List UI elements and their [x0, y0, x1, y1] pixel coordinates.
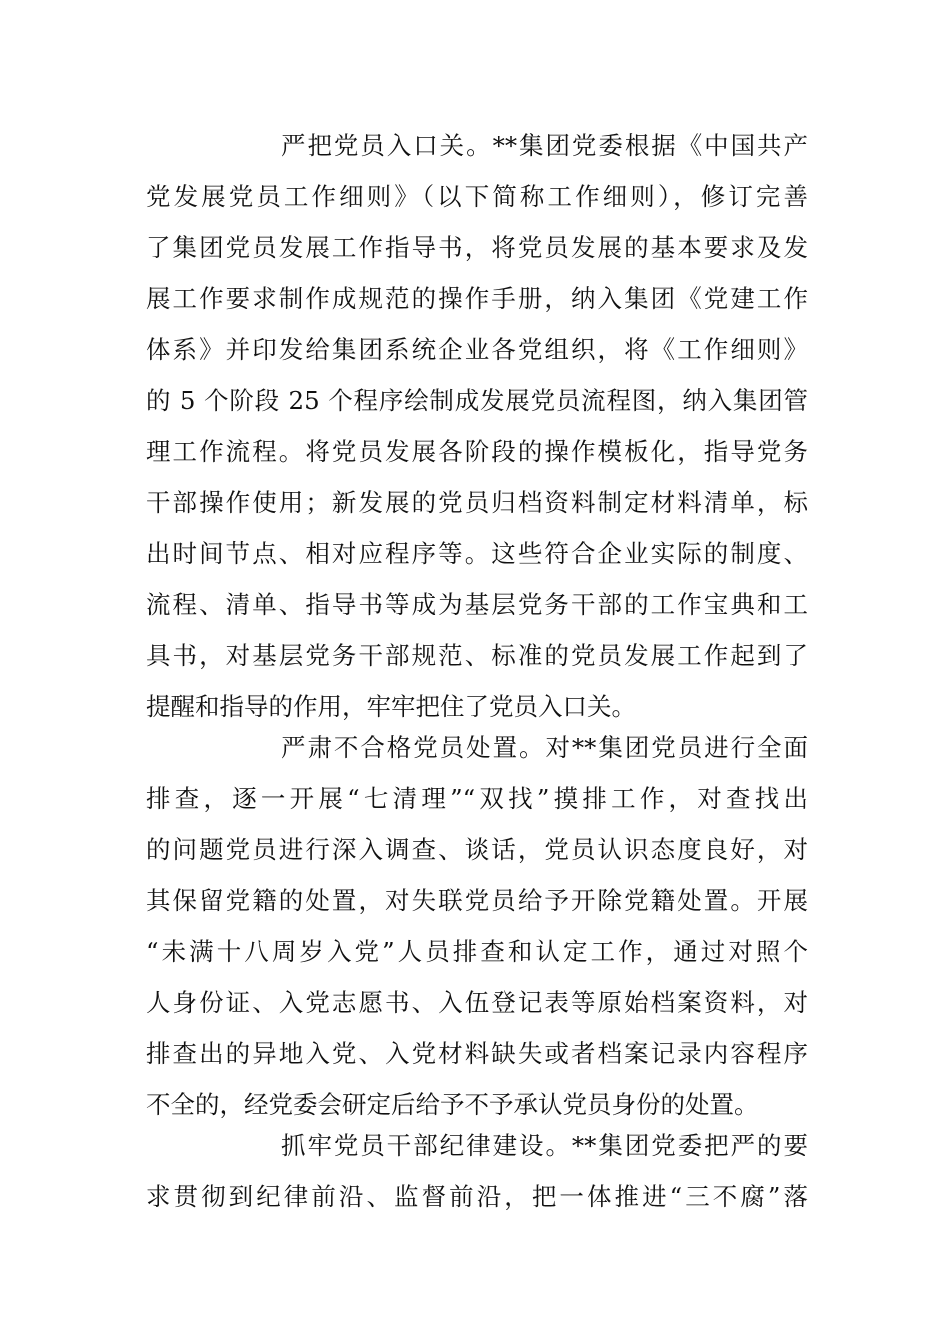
text-line: 抓牢党员干部纪律建设。**集团党委把严的要: [281, 1131, 808, 1160]
text-line: 流程、清单、指导书等成为基层党务干部的工作宝典和工: [146, 590, 808, 619]
paragraph-unqualified-members: [146, 722, 808, 1130]
text-line: 不全的，经党委会研定后给予不予承认党员身份的处置。: [146, 1090, 759, 1119]
paragraph-discipline: [146, 1120, 808, 1222]
paragraph-strict-entry: [146, 120, 808, 732]
text-line: 人身份证、入党志愿书、入伍登记表等原始档案资料，对: [146, 988, 808, 1017]
text-line: 求贯彻到纪律前沿、监督前沿，把一体推进“三不腐”落: [146, 1182, 808, 1211]
text-line: 出时间节点、相对应程序等。这些符合企业实际的制度、: [146, 539, 808, 568]
text-line: 干部操作使用；新发展的党员归档资料制定材料清单，标: [146, 488, 808, 517]
text-line: 的问题党员进行深入调查、谈话，党员认识态度良好，对: [146, 835, 808, 864]
text-line: 党发展党员工作细则》（以下简称工作细则），修订完善: [146, 182, 808, 211]
text-line: “未满十八周岁入党”人员排查和认定工作，通过对照个: [146, 937, 808, 966]
text-line: 提醒和指导的作用，牢牢把住了党员入口关。: [146, 692, 636, 721]
text-line: 其保留党籍的处置，对失联党员给予开除党籍处置。开展: [146, 886, 808, 915]
text-line: 排查出的异地入党、入党材料缺失或者档案记录内容程序: [146, 1039, 808, 1068]
text-line: 了集团党员发展工作指导书，将党员发展的基本要求及发: [146, 233, 808, 262]
text-line: 理工作流程。将党员发展各阶段的操作模板化，指导党务: [146, 437, 808, 466]
text-line: 具书，对基层党务干部规范、标准的党员发展工作起到了: [146, 641, 808, 670]
text-line: 的 5 个阶段 25 个程序绘制成发展党员流程图，纳入集团管: [146, 386, 808, 415]
text-line: 体系》并印发给集团系统企业各党组织，将《工作细则》: [146, 335, 808, 364]
text-line: 严把党员入口关。**集团党委根据《中国共产: [281, 131, 808, 160]
text-line: 展工作要求制作成规范的操作手册，纳入集团《党建工作: [146, 284, 808, 313]
text-line: 严肃不合格党员处置。对**集团党员进行全面: [281, 733, 808, 762]
text-line: 排查，逐一开展“七清理”“双找”摸排工作，对查找出: [146, 784, 808, 813]
